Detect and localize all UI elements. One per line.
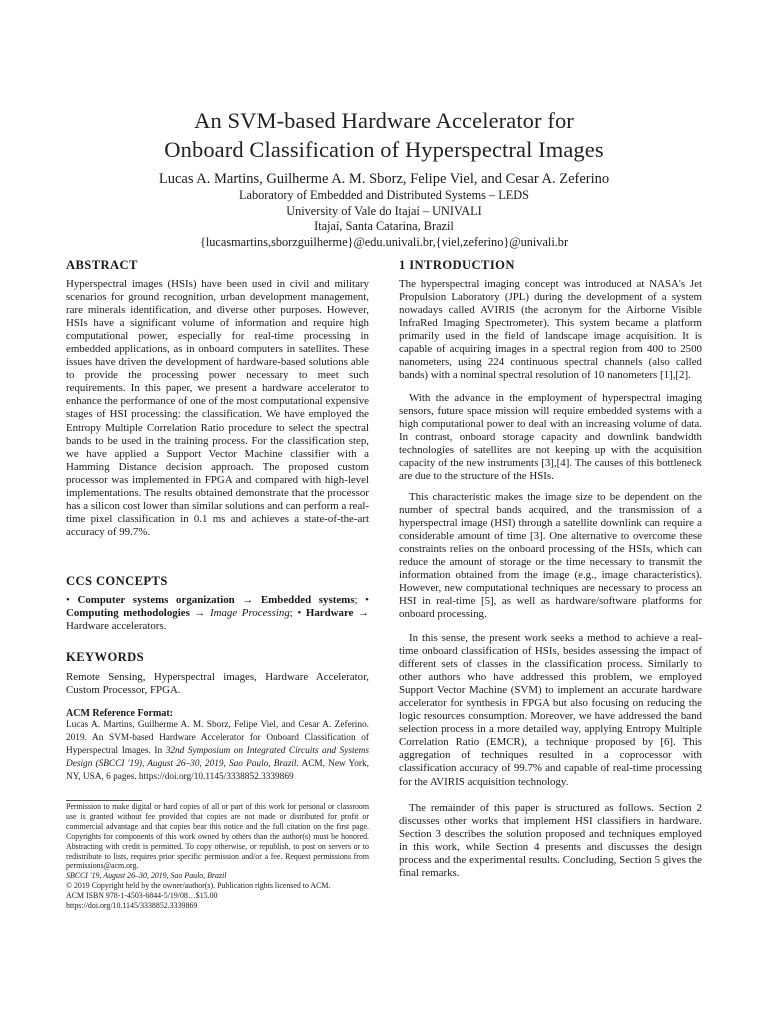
permission-conference: SBCCI '19, August 26–30, 2019, Sao Paulo, Brazil [66, 871, 227, 881]
abstract-text: Hyperspectral images (HSIs) have been used in civil and military scenarios for ground recognition, urban development management, rare minerals identification, and diverse other purposes. However, HSIs have a significant volume of information and require high computational power, especially for real-time processing in embedded applications, as in onboard computers in satellites. These issues have driven the development of hardware-based solutions able to provide the processing power necessary to meet such requirements. In this paper, we present a hardware accelerator to enhance the performance of one of the most computational expensive stages of HSI processing: the classification. We have employed the Entropy Multiple Correlation Ratio procedure to select the spectral bands to be used in the training process. For the classification step, we have applied a Support Vector Machine classifier with a Hamming Distance decision approach. The proposed custom processor was implemented in FPGA and compared with high-level implementations. The results obtained demonstrate that the processor has a silicon cost lower than similar solutions and can perform a real-time pixel classification in 0.1 ms and achieves a state-of-the-art accuracy of 99.7%. [66, 278, 369, 538]
affiliation-block [0, 188, 768, 250]
author-list: Lucas A. Martins, Guilherme A. M. Sborz, Felipe Viel, and Cesar A. Zeferino [158, 171, 610, 187]
ccs-arrow: → [234, 594, 261, 606]
introduction-heading: 1 INTRODUCTION [399, 258, 515, 272]
abstract-heading: ABSTRACT [66, 258, 138, 272]
acm-reference-heading: ACM Reference Format: [66, 708, 173, 719]
ccs-concept-2: Computing methodologies [66, 607, 190, 620]
ccs-concept-2-sub: Image Processing [209, 607, 290, 620]
permission-doi: https://doi.org/10.1145/3338852.3339869 [66, 901, 198, 911]
affiliation-university: University of Vale do Itajaí – UNIVALI [286, 203, 482, 218]
footnote-rule [66, 800, 142, 801]
ccs-bullet: • [66, 594, 78, 606]
acm-reference-venue: 32nd Symposium on Integrated Circuits and Systems Design (SBCCI '19), August 26–30, 2019, Sao Paulo, Brazil. [66, 745, 369, 769]
keywords-text: Remote Sensing, Hyperspectral images, Hardware Accelerator, Custom Processor, FPGA. [66, 671, 369, 697]
ccs-heading: CCS CONCEPTS [66, 574, 168, 588]
ccs-concept-1: Computer systems organization [77, 594, 235, 606]
ccs-arrow: → [353, 607, 369, 620]
intro-paragraph-4: In this sense, the present work seeks a method to achieve a real-time onboard classification of HSIs, besides assessing the impact of different sets of classes in the classification process. Similarly to other authors who have addressed this problem, we employed Support Vector Machine (SVM) to implement an accurate hardware accelerator for synthesis in FPGA but also focusing on reducing the logic resources consumption. Moreover, we have addressed the band selection process in a more detailed way, applying Entropy Multiple Correlation Ratio (EMCR), a technique proposed by [6]. This aggregation of techniques resulted in a coprocessor with classification accuracy of 99.7% and capable of real-time processing for the AVIRIS acquisition technology. [399, 632, 702, 788]
title-line-2: Onboard Classification of Hyperspectral Images [164, 137, 604, 162]
ccs-concepts [66, 594, 369, 633]
ccs-concept-3: Hardware [305, 607, 354, 620]
paper-title [0, 106, 768, 164]
permission-text: Permission to make digital or hard copies of all or part of this work for personal or classroom use is granted without fee provided that copies are not made or distributed for profit or commercial advantage and that copies bear this notice and the full citation on the first page. Copyrights for components of this work owned by others than the author(s) must be honored. Abstracting with credit is permitted. To copy otherwise, or republish, to post on servers or to redistribute to lists, requires prior specific permission and/or a fee. Request permissions from permissions@acm.org. [66, 802, 369, 871]
ccs-end: . [163, 620, 167, 633]
ccs-separator: ; • [354, 594, 369, 606]
title-line-1: An SVM-based Hardware Accelerator for [194, 108, 574, 133]
permission-isbn: ACM ISBN 978-1-4503-6844-5/19/08…$15.00 [66, 891, 218, 901]
affiliation-emails: {lucasmartins,sborzguilherme}@edu.univali.br,{viel,zeferino}@univali.br [199, 234, 569, 249]
keywords-heading: KEYWORDS [66, 650, 145, 664]
acm-reference-text [66, 719, 369, 784]
acm-reference-part-1: Lucas A. Martins, Guilherme A. M. Sborz, Felipe Viel, and Cesar A. Zeferino. 2019. An SVM-based Hardware Accelerator for Onboard Classification of Hyperspectral Images. In [66, 720, 369, 756]
ccs-separator: ; • [289, 607, 306, 620]
affiliation-lab: Laboratory of Embedded and Distributed Systems – LEDS [239, 188, 529, 202]
ccs-concept-3-sub: Hardware accelerators [66, 620, 164, 633]
ccs-arrow: → [189, 607, 210, 620]
acm-reference-part-2: ACM, New York, NY, USA, 6 pages. https://doi.org/10.1145/3338852.3339869 [66, 758, 369, 782]
intro-paragraph-1: The hyperspectral imaging concept was introduced at NASA's Jet Propulsion Laboratory (JPL) during the development of a system nowadays called AVIRIS (the acronym for the Airborne Visible InfraRed Imaging Spectrometer). This system became a platform primarily used in the field of landscape image acquisition. It is capable of acquiring images in a spectral region from 400 to 2500 nanometers, using 224 continuous spectral channels (also called bands) with a nominal spectral resolution of 10 nanometers [1],[2]. [399, 278, 702, 382]
intro-paragraph-5: The remainder of this paper is structured as follows. Section 2 discusses other works that implement HSI classifiers in hardware. Section 3 describes the solution proposed and techniques employed in this work, while Section 4 presents and discusses the design process and the experimental results. Concluding, Section 5 gives the final remarks. [399, 802, 702, 880]
permission-copyright: © 2019 Copyright held by the owner/author(s). Publication rights licensed to ACM. [66, 881, 331, 891]
affiliation-location: Itajaí, Santa Catarina, Brazil [314, 219, 454, 233]
intro-paragraph-2: With the advance in the employment of hyperspectral imaging sensors, future space mission will require embedded systems with a high computational power to deal with an increasing volume of data. In contrast, onboard storage capacity and downlink bandwidth technologies of satellites are not keeping up with the acquisition capacity of the new instruments [3],[4]. The causes of this bottleneck are due to the structure of the HSIs. [399, 392, 702, 483]
ccs-concept-1-sub: Embedded systems [260, 594, 355, 606]
intro-paragraph-3: This characteristic makes the image size to be dependent on the number of spectral bands acquired, and the transmission of a hyperspectral image (HSI) through a satellite downlink can require a considerable amount of time [3]. One alternative to overcome these constraints relies on the onboard processing of the HSIs, which can reduce the amount of storage or the time necessary to transmit the information obtained from the image (e.g., image characteristics). However, new computational techniques are necessary to process an HSI in real-time [5], as well as hardware/software platforms for onboard processing. [399, 491, 702, 621]
permission-notice [66, 802, 369, 911]
